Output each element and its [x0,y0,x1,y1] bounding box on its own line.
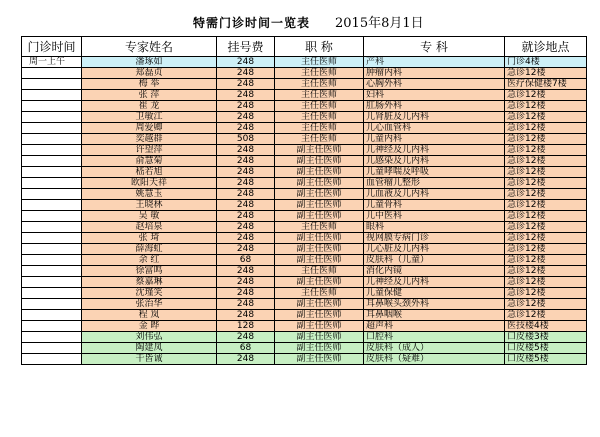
cell-place: 急诊12楼 [505,211,587,222]
cell-fee: 248 [217,178,275,189]
table-row [22,167,587,178]
cell-time [22,156,82,167]
table-row [22,90,587,101]
table-row [22,211,587,222]
cell-name: 王晓林 [82,200,217,211]
table-row [22,189,587,200]
table-row [22,332,587,343]
cell-dept: 儿神经及儿内科 [364,277,505,288]
cell-dept: 儿童保健 [364,288,505,299]
cell-title: 副主任医师 [275,156,364,167]
cell-dept: 儿血液及儿内科 [364,189,505,200]
cell-time [22,189,82,200]
table-row [22,277,587,288]
cell-time [22,211,82,222]
cell-title: 主任医师 [275,79,364,90]
cell-title: 副主任医师 [275,343,364,354]
cell-fee: 248 [217,354,275,365]
cell-name: 欧阳天祥 [82,178,217,189]
cell-name: 嵇若旭 [82,167,217,178]
cell-time [22,299,82,310]
cell-time [22,222,82,233]
cell-place: 急诊12楼 [505,112,587,123]
cell-fee: 248 [217,266,275,277]
cell-time [22,288,82,299]
cell-time [22,244,82,255]
cell-name: 张 琦 [82,233,217,244]
cell-place: 急诊12楼 [505,189,587,200]
cell-title: 主任医师 [275,101,364,112]
cell-title: 主任医师 [275,134,364,145]
cell-name: 刘伟弘 [82,332,217,343]
cell-fee: 248 [217,68,275,79]
cell-place: 急诊12楼 [505,101,587,112]
cell-dept: 皮肤科（儿童） [364,255,505,266]
table-row [22,156,587,167]
cell-title: 副主任医师 [275,299,364,310]
cell-dept: 皮肤科（疑难） [364,354,505,365]
cell-fee: 248 [217,123,275,134]
cell-place: 急诊12楼 [505,68,587,79]
cell-title: 副主任医师 [275,211,364,222]
cell-place: 急诊12楼 [505,156,587,167]
cell-name: 潘琢如 [82,57,217,68]
cell-title: 主任医师 [275,90,364,101]
header-time: 门诊时间 [22,37,82,57]
cell-dept: 超声科 [364,321,505,332]
cell-dept: 消化内镜 [364,266,505,277]
cell-title: 主任医师 [275,266,364,277]
table-row [22,68,587,79]
cell-time [22,354,82,365]
cell-name: 徐富鸣 [82,266,217,277]
cell-place: 急诊12楼 [505,266,587,277]
cell-fee: 68 [217,255,275,266]
cell-place: 急诊12楼 [505,200,587,211]
cell-time [22,123,82,134]
table-row [22,310,587,321]
table-row [22,123,587,134]
cell-title: 主任医师 [275,112,364,123]
cell-dept: 儿心血管科 [364,123,505,134]
table-header-row [22,37,587,57]
cell-fee: 68 [217,343,275,354]
cell-name: 张治华 [82,299,217,310]
cell-title: 副主任医师 [275,332,364,343]
table-row [22,222,587,233]
cell-fee: 248 [217,101,275,112]
cell-name: 沈瑾笑 [82,288,217,299]
cell-dept: 儿童骨科 [364,200,505,211]
cell-title: 副主任医师 [275,233,364,244]
cell-dept: 心胸外科 [364,79,505,90]
cell-title: 副主任医师 [275,145,364,156]
header-name: 专家姓名 [82,37,217,57]
cell-time [22,112,82,123]
header-fee: 挂号费 [217,37,275,57]
cell-fee: 248 [217,288,275,299]
cell-title: 主任医师 [275,123,364,134]
cell-place: 急诊12楼 [505,222,587,233]
cell-place: 急诊12楼 [505,178,587,189]
cell-fee: 248 [217,222,275,233]
table-row [22,299,587,310]
cell-time [22,90,82,101]
cell-name: 干皆诚 [82,354,217,365]
cell-fee: 248 [217,200,275,211]
cell-place: 急诊12楼 [505,277,587,288]
cell-place: 门诊4楼 [505,57,587,68]
cell-dept: 儿神经及儿内科 [364,145,505,156]
cell-name: 周爱卿 [82,123,217,134]
cell-dept: 儿童内科 [364,134,505,145]
table-row [22,178,587,189]
cell-time [22,310,82,321]
table-row [22,101,587,112]
table-row [22,343,587,354]
cell-title: 副主任医师 [275,200,364,211]
cell-time [22,134,82,145]
cell-name: 郑磊贞 [82,68,217,79]
cell-dept: 儿心脏及儿内科 [364,244,505,255]
cell-name: 蔡嘉琳 [82,277,217,288]
cell-name: 奕越群 [82,134,217,145]
cell-title: 副主任医师 [275,354,364,365]
cell-name: 许望萍 [82,145,217,156]
header-place: 就诊地点 [505,37,587,57]
cell-dept: 耳鼻喉头颈外科 [364,299,505,310]
cell-title: 副主任医师 [275,321,364,332]
cell-time [22,233,82,244]
table-body [22,57,587,365]
table-row [22,112,587,123]
cell-fee: 248 [217,189,275,200]
cell-dept: 耳鼻咽喉 [364,310,505,321]
cell-fee: 248 [217,211,275,222]
cell-name: 薛海虹 [82,244,217,255]
cell-dept: 肿瘤内科 [364,68,505,79]
cell-fee: 248 [217,277,275,288]
cell-title: 副主任医师 [275,178,364,189]
table-row [22,233,587,244]
cell-fee: 248 [217,332,275,343]
cell-fee: 248 [217,310,275,321]
table-row [22,266,587,277]
table-row [22,321,587,332]
cell-fee: 248 [217,90,275,101]
cell-place: 口皮楼5楼 [505,354,587,365]
table-row [22,255,587,266]
cell-place: 急诊12楼 [505,233,587,244]
cell-dept: 口腔科 [364,332,505,343]
cell-time [22,321,82,332]
cell-title: 副主任医师 [275,189,364,200]
cell-time [22,266,82,277]
table-row [22,57,587,68]
cell-title: 副主任医师 [275,255,364,266]
cell-fee: 248 [217,167,275,178]
cell-title: 副主任医师 [275,310,364,321]
cell-place: 急诊12楼 [505,288,587,299]
cell-place: 急诊12楼 [505,299,587,310]
cell-dept: 皮肤科（成人） [364,343,505,354]
table-row [22,79,587,90]
cell-title: 副主任医师 [275,167,364,178]
cell-place: 急诊12楼 [505,167,587,178]
cell-dept: 产科 [364,57,505,68]
table-row [22,134,587,145]
cell-time: 周一上午 [22,57,82,68]
cell-time [22,68,82,79]
cell-fee: 248 [217,156,275,167]
cell-name: 赵培泉 [82,222,217,233]
cell-time [22,277,82,288]
header-dept: 专 科 [364,37,505,57]
cell-place: 急诊12楼 [505,255,587,266]
cell-place: 医技楼4楼 [505,321,587,332]
cell-dept: 妇科 [364,90,505,101]
cell-name: 梅 举 [82,79,217,90]
table-row [22,244,587,255]
cell-name: 卫敏江 [82,112,217,123]
table-row [22,288,587,299]
cell-name: 余 红 [82,255,217,266]
cell-title: 主任医师 [275,68,364,79]
cell-name: 程 岚 [82,310,217,321]
header-title: 职 称 [275,37,364,57]
cell-place: 急诊12楼 [505,90,587,101]
cell-place: 口皮楼3楼 [505,332,587,343]
cell-name: 崔 龙 [82,101,217,112]
cell-place: 急诊12楼 [505,123,587,134]
cell-fee: 128 [217,321,275,332]
cell-place: 医疗保健楼7楼 [505,79,587,90]
cell-place: 急诊12楼 [505,145,587,156]
cell-name: 张 萍 [82,90,217,101]
cell-time [22,255,82,266]
cell-name: 姚慧玉 [82,189,217,200]
cell-dept: 肛肠外科 [364,101,505,112]
cell-time [22,178,82,189]
title-date: 2015年8月1日 [335,16,424,31]
cell-fee: 248 [217,112,275,123]
cell-fee: 248 [217,244,275,255]
cell-title: 主任医师 [275,57,364,68]
cell-place: 急诊12楼 [505,310,587,321]
cell-dept: 儿肾脏及儿内科 [364,112,505,123]
table-row [22,200,587,211]
cell-title: 主任医师 [275,288,364,299]
cell-time [22,343,82,354]
cell-place: 急诊12楼 [505,244,587,255]
cell-time [22,79,82,90]
cell-fee: 248 [217,79,275,90]
cell-name: 金 晔 [82,321,217,332]
cell-time [22,101,82,112]
cell-name: 俞慧菊 [82,156,217,167]
cell-time [22,200,82,211]
schedule-table [21,36,587,365]
cell-time [22,167,82,178]
table-row [22,354,587,365]
cell-name: 吴 敏 [82,211,217,222]
cell-place: 急诊12楼 [505,134,587,145]
cell-fee: 248 [217,299,275,310]
cell-fee: 248 [217,57,275,68]
cell-fee: 248 [217,145,275,156]
cell-dept: 血管瘤儿整形 [364,178,505,189]
cell-fee: 508 [217,134,275,145]
cell-time [22,145,82,156]
table-row [22,145,587,156]
cell-dept: 视网膜专病门诊 [364,233,505,244]
cell-title: 副主任医师 [275,244,364,255]
cell-title: 副主任医师 [275,277,364,288]
cell-dept: 儿感染及儿内科 [364,156,505,167]
cell-name: 陶建凤 [82,343,217,354]
cell-fee: 248 [217,233,275,244]
cell-time [22,332,82,343]
cell-place: 口皮楼5楼 [505,343,587,354]
cell-dept: 眼科 [364,222,505,233]
page-title [0,14,600,32]
cell-title: 主任医师 [275,222,364,233]
cell-dept: 儿童哮喘及呼吸 [364,167,505,178]
title-text: 特需门诊时间一览表 [193,16,311,30]
cell-dept: 儿中医科 [364,211,505,222]
